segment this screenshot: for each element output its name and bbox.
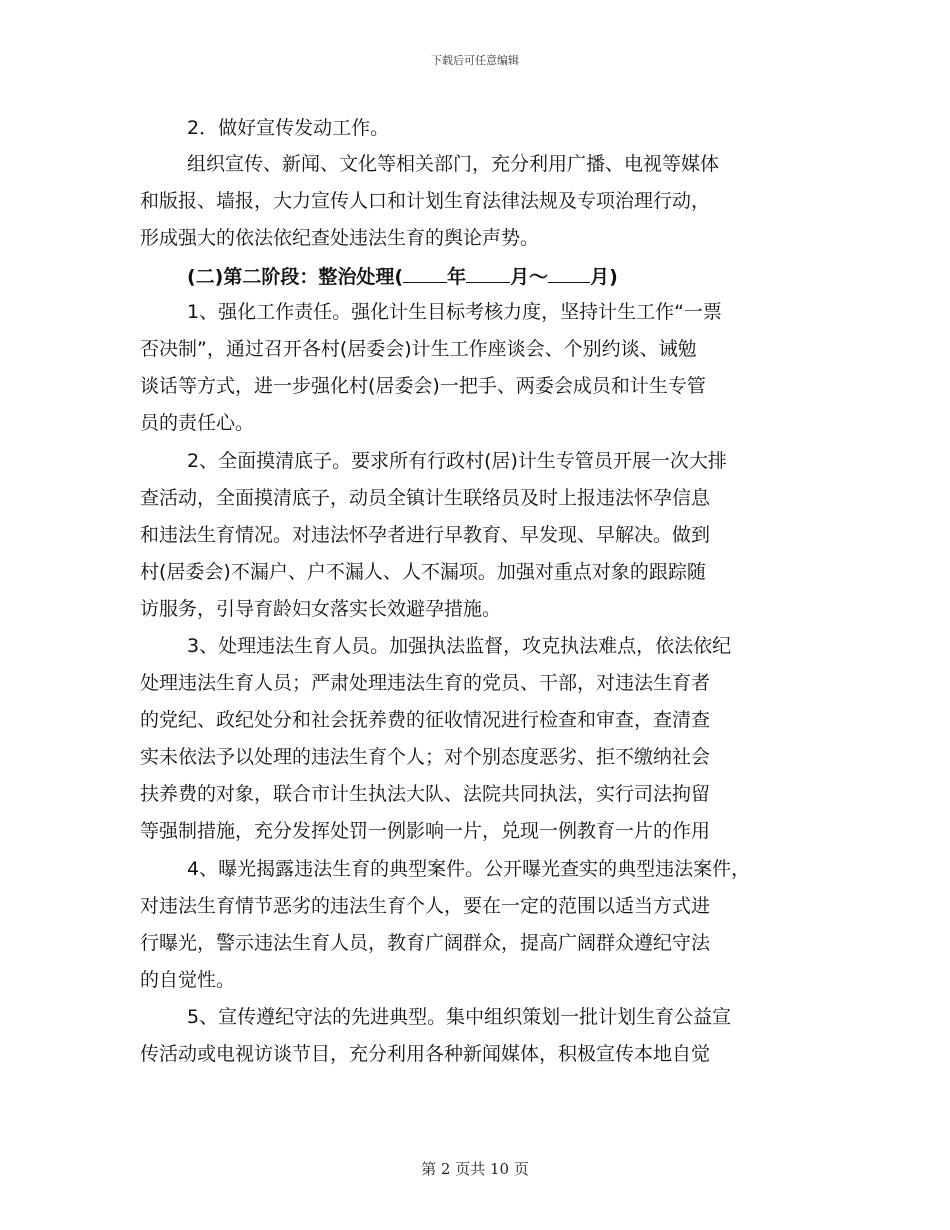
end-month-blank xyxy=(548,263,590,283)
paragraph-line: 3、处理违法生育人员。加强执法监督，攻克执法难点，依法依纪 xyxy=(187,635,732,657)
paragraph-line: 组织宣传、新闻、文化等相关部门，充分利用广播、电视等媒体 xyxy=(187,153,720,175)
paragraph-line: 行曝光，警示违法生育人员，教育广阔群众，提高广阔群众遵纪守法 xyxy=(140,932,711,954)
paragraph-line: 员的责任心。 xyxy=(140,412,255,434)
paragraph-line: 村(居委会)不漏户、户不漏人、人不漏项。加强对重点对象的跟踪随 xyxy=(140,561,706,583)
month-blank xyxy=(466,263,510,283)
paragraph-line: 实未依法予以处理的违法生育个人；对个别态度恶劣、拒不缴纳社会 xyxy=(140,746,711,768)
section-heading: 2．做好宣传发动工作。 xyxy=(187,117,390,139)
paragraph-line: 谈话等方式，进一步强化村(居委会)一把手、两委会成员和计生专管 xyxy=(140,375,706,397)
stage-heading-year: 年 xyxy=(447,266,467,288)
stage-heading-month: 月～ xyxy=(510,266,549,288)
paragraph-line: 否决制”，通过召开各村(居委会)计生工作座谈会、个别约谈、诫勉 xyxy=(140,338,697,360)
paragraph-line: 的自觉性。 xyxy=(140,969,236,991)
year-blank xyxy=(403,263,447,283)
paragraph-line: 和版报、墙报，大力宣传人口和计划生育法律法规及专项治理行动， xyxy=(140,190,711,212)
paragraph-line: 处理违法生育人员；严肃处理违法生育的党员、干部，对违法生育者 xyxy=(140,672,711,694)
paragraph-line: 对违法生育情节恶劣的违法生育个人，要在一定的范围以适当方式进 xyxy=(140,895,711,917)
paragraph-line: 访服务，引导育龄妇女落实长效避孕措施。 xyxy=(140,598,502,620)
page-header: 下载后可任意编辑 xyxy=(431,54,519,67)
paragraph-line: 扶养费的对象，联合市计生执法大队、法院共同执法，实行司法拘留 xyxy=(140,783,711,805)
stage-heading-end: 月) xyxy=(590,266,618,288)
stage-heading xyxy=(187,263,820,287)
paragraph-line: 4、曝光揭露违法生育的典型案件。公开曝光查实的典型违法案件， xyxy=(187,858,751,880)
stage-heading-prefix: (二)第二阶段：整治处理( xyxy=(187,266,404,288)
paragraph-line: 查活动，全面摸清底子，动员全镇计生联络员及时上报违法怀孕信息 xyxy=(140,487,711,509)
paragraph-line: 2、全面摸清底子。要求所有行政村(居)计生专管员开展一次大排 xyxy=(187,450,727,472)
paragraph-line: 传活动或电视访谈节目，充分利用各种新闻媒体，积极宣传本地自觉 xyxy=(140,1043,711,1065)
paragraph-line: 的党纪、政纪处分和社会抚养费的征收情况进行检查和审查，查清查 xyxy=(140,709,711,731)
paragraph-line: 和违法生育情况。对违法怀孕者进行早教育、早发现、早解决。做到 xyxy=(140,524,711,546)
paragraph-line: 形成强大的依法依纪查处违法生育的舆论声势。 xyxy=(140,227,540,249)
paragraph-line: 5、宣传遵纪守法的先进典型。集中组织策划一批计划生育公益宣 xyxy=(187,1006,732,1028)
paragraph-line: 等强制措施，充分发挥处罚一例影响一片，兑现一例教育一片的作用 xyxy=(140,820,711,842)
page-footer: 第 2 页共 10 页 xyxy=(421,1160,529,1178)
paragraph-line: 1、强化工作责任。强化计生目标考核力度，坚持计生工作“一票 xyxy=(187,301,722,323)
